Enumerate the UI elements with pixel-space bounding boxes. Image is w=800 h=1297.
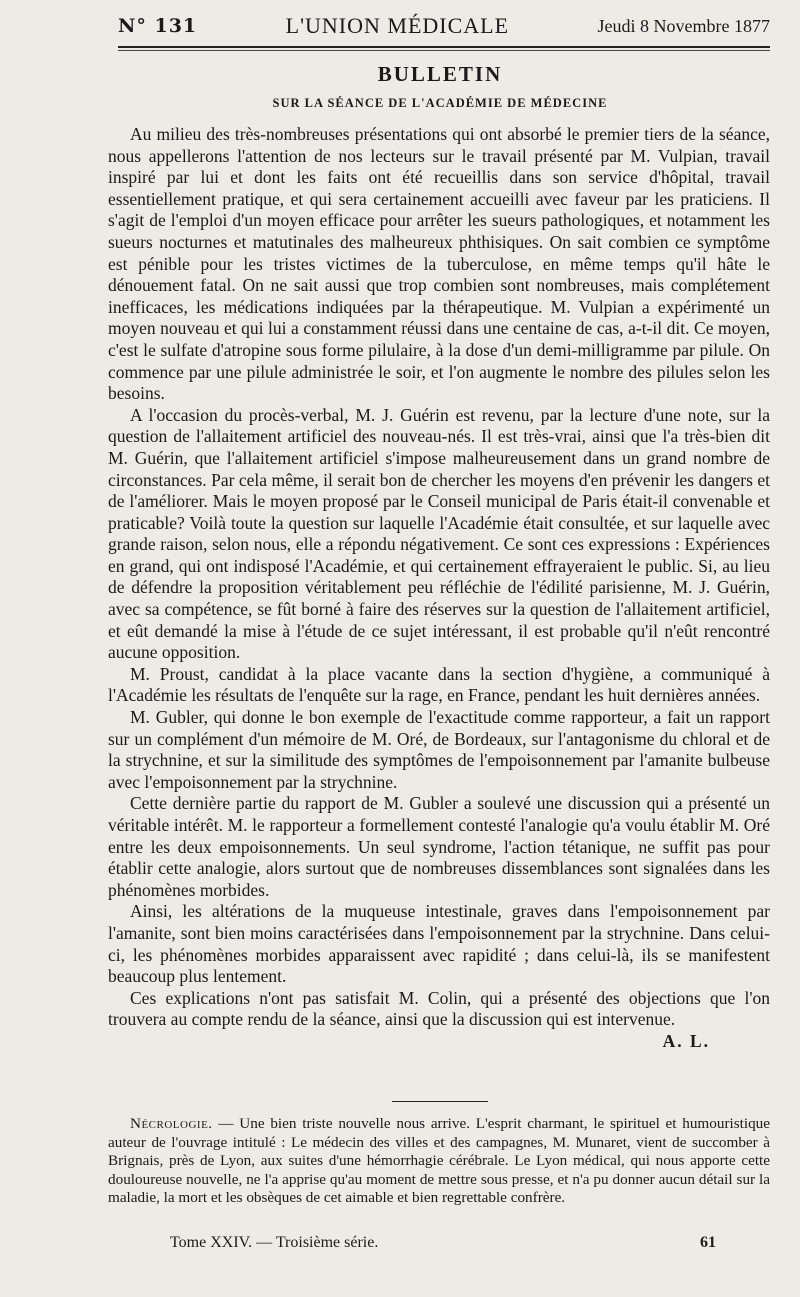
journal-title: L'UNION MÉDICALE — [285, 13, 510, 38]
issue-number: N° 131 — [118, 15, 198, 37]
signature-row — [108, 1031, 770, 1053]
header-rule — [118, 46, 770, 48]
paragraph: Au milieu des très-nombreuses présentations qui ont absorbé le premier tiers de la séance, nous appellerons l'attention de nos lecteurs sur le travail présenté par M. Vulpian, travail inspiré par lui et dont les faits ont été recueillis dans son service d'hôpital, travail essentiellement pratique, et qui sera certainement accueilli avec faveur par les praticiens. Il s'agit de l'emploi d'un moyen efficace pour arrêter les sueurs pathologiques, et notamment les sueurs nocturnes et matutinales des malheureux phthisiques. On sait combien ce symptôme est pénible pour les tristes victimes de la tuberculose, en même temps qu'il hâte le dénouement fatal. On ne sait aussi que trop combien sont nombreuses, mais complétement inefficaces, les médications indiquées par la thérapeutique. M. Vulpian a expérimenté un moyen nouveau et qui lui a constamment réussi dans une centaine de cas, a-t-il dit. Ce moyen, c'est le sulfate d'atropine sous forme pilulaire, à la dose d'un demi-milligramme par pilule. On commence par une pilule administrée le soir, et l'on augmente le nombre des pilules selon les besoins. — [108, 124, 770, 404]
page-footer — [170, 1234, 716, 1252]
paragraph: Cette dernière partie du rapport de M. Gubler a soulevé une discussion qui a présenté un véritable intérêt. M. le rapporteur a formellement contesté l'analogie qu'a voulu établir M. Oré entre les deux empoisonnements. Un seul syndrome, l'action tétanique, ne suffit pas pour établir cette analogie, alors surtout que de nombreuses dissemblances sont signalées dans les phénomènes morbides. — [108, 793, 770, 900]
paragraph: Ces explications n'ont pas satisfait M. Colin, qui a présenté des objections que l'on trouvera au compte rendu de la séance, ainsi que la discussion qui est intervenue. — [108, 987, 770, 1030]
volume-info: Tome XXIV. — Troisième série. — [170, 1234, 379, 1251]
necrology-text: — Une bien triste nouvelle nous arrive. L'esprit charmant, le spirituel et humouristique auteur de l'ouvrage intitulé : Le médecin des villes et des campagnes, M. Munaret, vient de succomber à Brignais, près de Lyon, aux suites d'une hémorrhagie cérébrale. Le Lyon médical, qui nous apporte cette douloureuse nouvelle, ne l'a apprise qu'au moment de mettre sous presse, et n'a pu donner aucun détail sur la maladie, la mort et les obsèques de cet aimable et bien regrettable confrère. — [108, 1115, 770, 1207]
header-rule-thin — [118, 50, 770, 51]
page-number: 61 — [700, 1234, 716, 1251]
article-body — [108, 124, 770, 1053]
running-header — [118, 10, 770, 42]
author-signature: A. L. — [662, 1030, 710, 1051]
section-subtitle: SUR LA SÉANCE DE L'ACADÉMIE DE MÉDECINE — [272, 96, 608, 110]
paragraph: A l'occasion du procès-verbal, M. J. Guérin est revenu, par la lecture d'une note, sur la question de l'allaitement artificiel des nouveau-nés. Il est très-vrai, ainsi que l'a très-bien dit M. Guérin, que l'allaitement artificiel s'impose malheureusement dans un grand nombre de circonstances. Par cela même, il serait bon de chercher les moyens d'en prévenir les dangers et de l'améliorer. Mais le moyen proposé par le Conseil municipal de Paris était-il convenable et praticable? Voilà toute la question sur laquelle l'Académie était consultée, et sur laquelle avec grande raison, selon nous, elle a répondu négativement. Ce sont ces expressions : Expériences en grand, qui ont indisposé l'Académie, et qui certainement effrayeraient le public. Si, au lieu de défendre la proposition véritablement peu réfléchie de l'édilité parisienne, M. J. Guérin, avec sa compétence, se fût borné à faire des réserves sur la question de l'allaitement artificiel, et eût demandé la mise à l'étude de ce sujet intéressant, il est probable qu'il n'eût rencontré aucune opposition. — [108, 404, 770, 663]
paragraph: M. Proust, candidat à la place vacante dans la section d'hygiène, a communiqué à l'Académie les résultats de l'enquête sur la rage, en France, pendant les huit dernières années. — [108, 663, 770, 706]
issue-date: Jeudi 8 Novembre 1877 — [597, 15, 770, 36]
paragraph: Ainsi, les altérations de la muqueuse intestinale, graves dans l'empoisonnement par l'amanite, sont bien moins caractérisées dans l'empoisonnement par la strychnine. Dans celui-ci, les phénomènes morbides apparaissent avec rapidité ; dans celui-là, ils se manifestent beaucoup plus lentement. — [108, 901, 770, 987]
section-divider — [392, 1101, 488, 1102]
section-title: BULLETIN — [377, 62, 503, 86]
necrology-notice — [108, 1115, 770, 1208]
necrology-paragraph — [108, 1115, 770, 1208]
necrology-lead: Nécrologie. — [130, 1115, 213, 1132]
paragraph: M. Gubler, qui donne le bon exemple de l'exactitude comme rapporteur, a fait un rapport sur un complément d'un mémoire de M. Oré, de Bordeaux, sur l'antagonisme du chloral et de la strychnine, et sur la similitude des symptômes de l'empoisonnement par l'amanite bulbeuse avec l'empoisonnement par la strychnine. — [108, 707, 770, 792]
